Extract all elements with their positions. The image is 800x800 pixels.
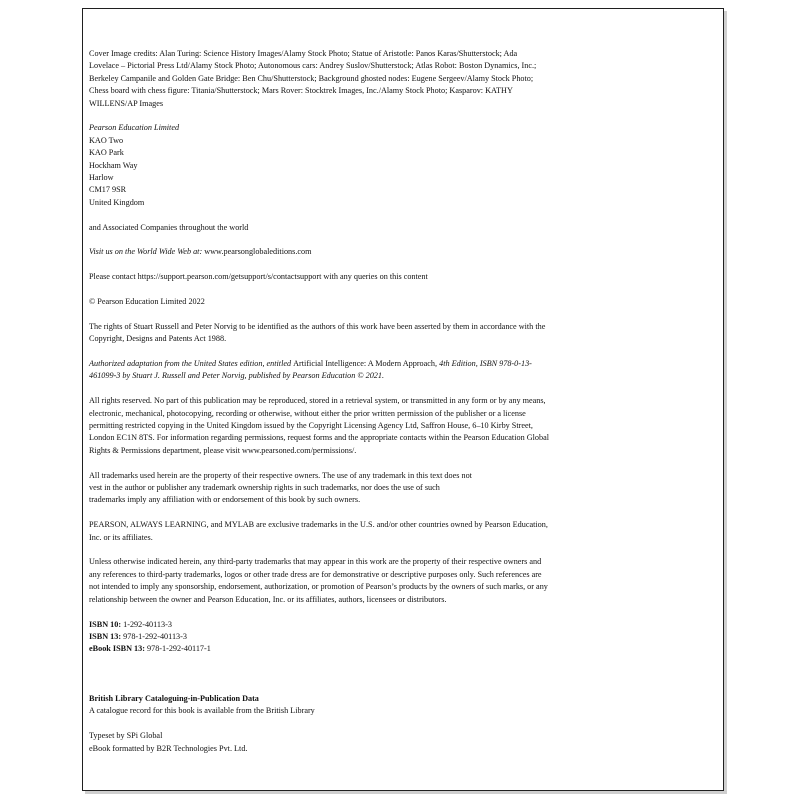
- address-line: KAO Park: [89, 148, 124, 158]
- contact-line: Please contact https://support.pearson.com/getsupport/s/contactsupport with any queries on this content: [89, 272, 428, 282]
- address-line: Hockham Way: [89, 160, 138, 170]
- cip-heading: British Library Cataloguing-in-Publication Data: [89, 693, 259, 703]
- all-rights-reserved: All rights reserved. No part of this publication may be reproduced, stored in a retrieval system, or transmitted in any form or by any means, electronic, mechanical, photocopying, recording or otherwise, without either the prior written permission of the publisher or a license permitting restricted copying in the United Kingdom issued by the Copyright Licensing Agency Ltd, Saffron House, 6–10 Kirby Street, London EC1N 8TS. For information regarding permissions, request forms and the appropriate contacts within the Pearson Education Global Rights & Permissions department, please visit www.pearsoned.com/permissions/.: [89, 396, 549, 455]
- isbn-13: [89, 631, 549, 643]
- isbn-block: [89, 619, 549, 656]
- trademarks-line: vest in the author or publisher any trademark ownership rights in such trademarks, nor does the use of such: [89, 483, 440, 493]
- isbn-label: ISBN 10:: [89, 619, 122, 629]
- isbn-label: eBook ISBN 13:: [89, 644, 145, 654]
- adaptation-statement: [89, 358, 549, 383]
- cip-text: A catalogue record for this book is available from the British Library: [89, 706, 315, 716]
- trademarks-line: All trademarks used herein are the property of their respective owners. The use of any trademark in this text does not: [89, 470, 472, 480]
- rights-statement: The rights of Stuart Russell and Peter Norvig to be identified as the authors of this work have been asserted by them in accordance with the Copyright, Designs and Patents Act 1988.: [89, 321, 546, 344]
- website-line: [89, 246, 549, 258]
- publisher-name: Pearson Education Limited: [89, 123, 180, 133]
- isbn-value: 1-292-40113-3: [123, 619, 172, 629]
- associated-companies: and Associated Companies throughout the world: [89, 222, 249, 232]
- adaptation-title: Artificial Intelligence: A Modern Approach: [293, 359, 436, 369]
- isbn-value: 978-1-292-40117-1: [147, 644, 211, 654]
- website-url[interactable]: www.pearsonglobaleditions.com: [204, 247, 312, 257]
- copyright-notice: © Pearson Education Limited 2022: [89, 297, 205, 307]
- isbn-label: ISBN 13:: [89, 631, 122, 641]
- trademarks-line: trademarks imply any affiliation with or endorsement of this book by such owners.: [89, 495, 361, 505]
- address-line: KAO Two: [89, 135, 124, 145]
- isbn-10: [89, 619, 549, 631]
- trademarks-notice: [89, 470, 549, 507]
- address-line: CM17 9SR: [89, 185, 127, 195]
- third-party-trademarks: Unless otherwise indicated herein, any third-party trademarks that may appear in this work are the property of their respective owners and any references to third-party trademarks, logos or other trade dress are for demonstrative or descriptive purposes only. Such references are not intended to imply any sponsorship, endorsement, authorization, or promotion of Pearson’s products by the owners of such marks, or any relationship between the owner and Pearson Education, Inc. or its affiliates, authors, licensees or distributors.: [89, 557, 548, 604]
- isbn-value: 978-1-292-40113-3: [123, 631, 187, 641]
- ebook-format-credit: eBook formatted by B2R Technologies Pvt. Ltd.: [89, 743, 248, 753]
- ebook-isbn-13: [89, 643, 549, 655]
- address-line: United Kingdom: [89, 197, 145, 207]
- cover-credits: Cover Image credits: Alan Turing: Science History Images/Alamy Stock Photo; Statue of Aristotle: Panos Karas/Shutterstock; Ada Lovelace – Pictorial Press Ltd/Alamy Stock Photo; Autonomous cars: Andrey Suslov/Shutterstock; Atlas Robot: Boston Dynamics, Inc.; Berkeley Campanile and Golden Gate Bridge: Ben Chu/Shutterstock; Background ghosted nodes: Eugene Sergeev/Alamy Stock Photo; Chess board with chess figure: Titania/Shutterstock; Mars Rover: Stocktrek Images, Inc./Alamy Stock Photo; Kasparov: KATHY WILLENS/AP Images: [89, 49, 537, 108]
- typeset-credit: Typeset by SPi Global: [89, 731, 163, 741]
- adaptation-part2: , 4th Edition, ISBN 978-0-13-461099-3 by Stuart J. Russell and Peter Norvig, published by Pearson Education © 2021.: [89, 359, 532, 381]
- copyright-page-content: [89, 48, 549, 755]
- website-label: Visit us on the World Wide Web at:: [89, 247, 203, 257]
- adaptation-part1: Authorized adaptation from the United States edition, entitled: [89, 359, 292, 369]
- pearson-trademarks: PEARSON, ALWAYS LEARNING, and MYLAB are exclusive trademarks in the U.S. and/or other countries owned by Pearson Education, Inc. or its affiliates.: [89, 520, 548, 542]
- publisher-address: [89, 135, 549, 209]
- address-line: Harlow: [89, 173, 114, 183]
